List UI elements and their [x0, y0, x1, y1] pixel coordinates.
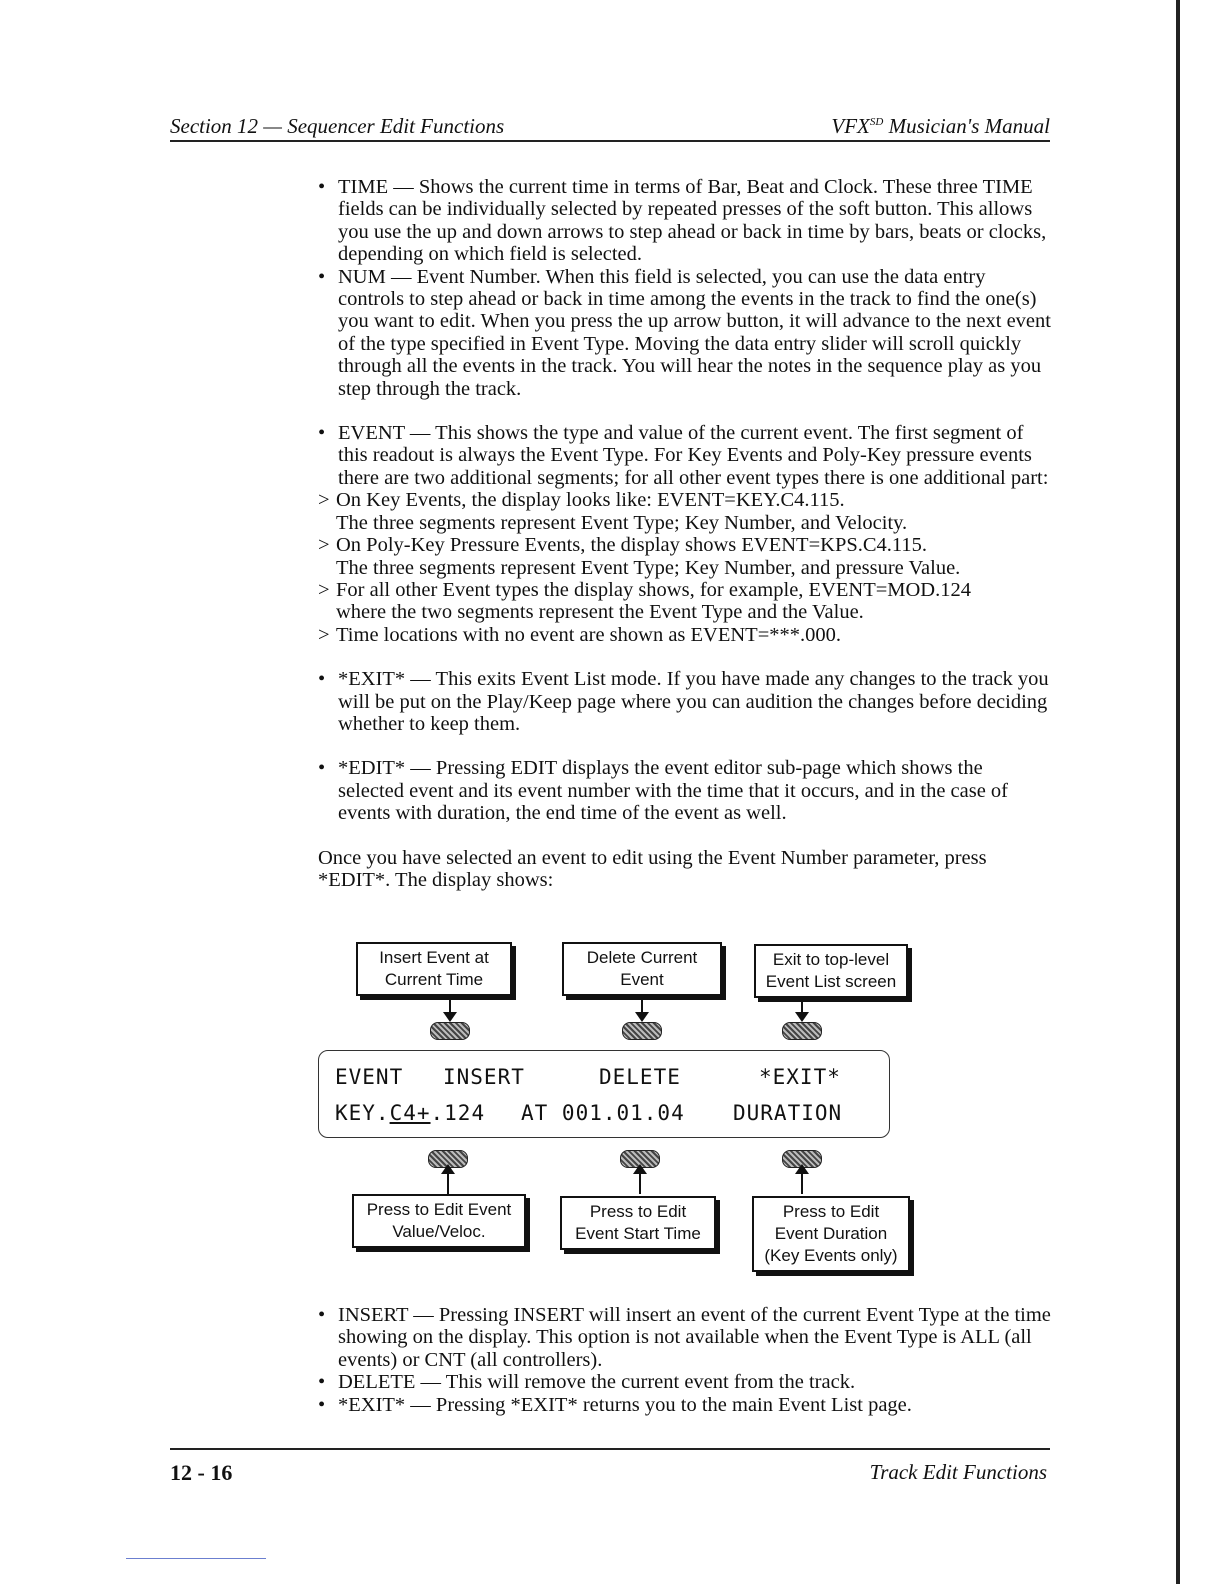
main-text [318, 176, 1053, 891]
bottom-text [318, 1304, 1053, 1416]
arrow-head [795, 1012, 809, 1022]
lcd-display [318, 1050, 890, 1138]
bullet-time: • TIME — Shows the current time in terms of Bar, Beat and Clock. These three TIME fields can be individually selected by repeated presses of the soft button. This allows you use the up and down arrows to step ahead or back in time by bars, beats or clocks, depending on which field is selected. [318, 176, 1053, 266]
event-sub-item: > On Key Events, the display looks like: EVENT=KEY.C4.115. The three segments represent Event Type; Key Number, and Velocity. [318, 489, 908, 534]
bullet-list-bottom [318, 1304, 1053, 1416]
callout-delete: Delete Current Event [562, 942, 722, 996]
soft-button-icon[interactable] [622, 1022, 662, 1040]
header-manual-title: $VFX^{SD}$ Musician's Manual [831, 114, 1050, 138]
bottom-line-mark [126, 1558, 266, 1559]
arrow-head [795, 1164, 809, 1174]
soft-button-icon[interactable] [782, 1022, 822, 1040]
arrow-line [447, 1174, 449, 1194]
callout-edit-value: Press to Edit Event Value/Veloc. [352, 1194, 526, 1248]
callout-edit-duration: Press to Edit Event Duration (Key Events only) [752, 1196, 910, 1272]
lcd-exit-label: *EXIT* [759, 1065, 841, 1089]
bullet-edit: • *EDIT* — Pressing EDIT displays the event editor sub-page which shows the selected event and its event number with the time that it occurs, and in the case of events with duration, the end time of the event as well. [318, 757, 1053, 824]
bullet-list-event [318, 422, 1053, 646]
footer-chapter: Track Edit Functions [869, 1460, 1047, 1484]
arrow-line [801, 1174, 803, 1194]
event-sub-item: > Time locations with no event are shown as EVENT=***.000. [318, 623, 842, 646]
header-section-title: Section 12 — Sequencer Edit Functions [170, 114, 505, 138]
bullet-exit: • *EXIT* — This exits Event List mode. If you have made any changes to the track you will be put on the Play/Keep page where you can audition the changes before deciding whether to keep them. [318, 668, 1053, 735]
event-sub-item: > On Poly-Key Pressure Events, the display shows EVENT=KPS.C4.115. The three segments represent Event Type; Key Number, and pressure Value. [318, 534, 961, 579]
lcd-time-value: AT 001.01.04 [521, 1101, 685, 1125]
scan-edge [1176, 0, 1180, 1584]
bullet-event: • EVENT — This shows the type and value of the current event. The first segment of this readout is always the Event Type. For Key Events and Poly-Key pressure events there are two additional segments; for all other event types there is one additional part: > On Key Events, the display looks like: EVENT=KEY.C4.115. The three segments represent Event Type; Key Number, and Velocity. > On Poly-Key Pressure Events, the display shows EVENT=KPS.C4.115. The three segments represent Event Type; Key Number, and pressure Value. > For all other Event types the display shows, for example, EVENT=MOD.124 where the two segments represent the Event Type and the Value. > Time locations with no event are shown as EVENT=***.000. [318, 422, 1053, 646]
header-rule [170, 140, 1050, 142]
callout-insert: Insert Event at Current Time [356, 942, 512, 996]
bullet-list-top [318, 176, 1053, 400]
lcd-insert-label: INSERT [443, 1065, 525, 1089]
callout-exit: Exit to top-level Event List screen [754, 944, 908, 998]
callout-edit-time: Press to Edit Event Start Time [560, 1196, 716, 1250]
lcd-event-value: KEY.C4+.124 [335, 1101, 486, 1125]
bullet-delete: • DELETE — This will remove the current event from the track. [318, 1371, 1053, 1393]
display-diagram [318, 938, 908, 1290]
lcd-delete-label: DELETE [599, 1065, 681, 1089]
soft-button-icon[interactable] [430, 1022, 470, 1040]
arrow-head [635, 1012, 649, 1022]
arrow-head [443, 1012, 457, 1022]
intro-paragraph: Once you have selected an event to edit using the Event Number parameter, press *EDIT*. The display shows: [318, 846, 987, 891]
bullet-exit-main: • *EXIT* — Pressing *EXIT* returns you to the main Event List page. [318, 1394, 1053, 1416]
event-sub-item: > For all other Event types the display shows, for example, EVENT=MOD.124 where the two segments represent the Event Type and the Value. [318, 578, 971, 624]
footer-rule [170, 1448, 1050, 1450]
page-number: 12 - 16 [170, 1460, 233, 1485]
arrow-line [639, 1174, 641, 1194]
lcd-duration-label: DURATION [733, 1101, 843, 1125]
bullet-num: • NUM — Event Number. When this field is selected, you can use the data entry controls to step ahead or back in time among the events in the track to find the one(s) you want to edit. When you press the up arrow button, it will advance to the next event of the type specified in Event Type. Moving the data entry slider will scroll quickly through all the events in the track. You will hear the notes in the sequence play as you step through the track. [318, 266, 1053, 400]
lcd-event-label: EVENT [335, 1065, 404, 1089]
arrow-head [441, 1164, 455, 1174]
bullet-insert: • INSERT — Pressing INSERT will insert an event of the current Event Type at the time showing on the display. This option is not available when the Event Type is ALL (all events) or CNT (all controllers). [318, 1304, 1053, 1371]
arrow-head [633, 1164, 647, 1174]
